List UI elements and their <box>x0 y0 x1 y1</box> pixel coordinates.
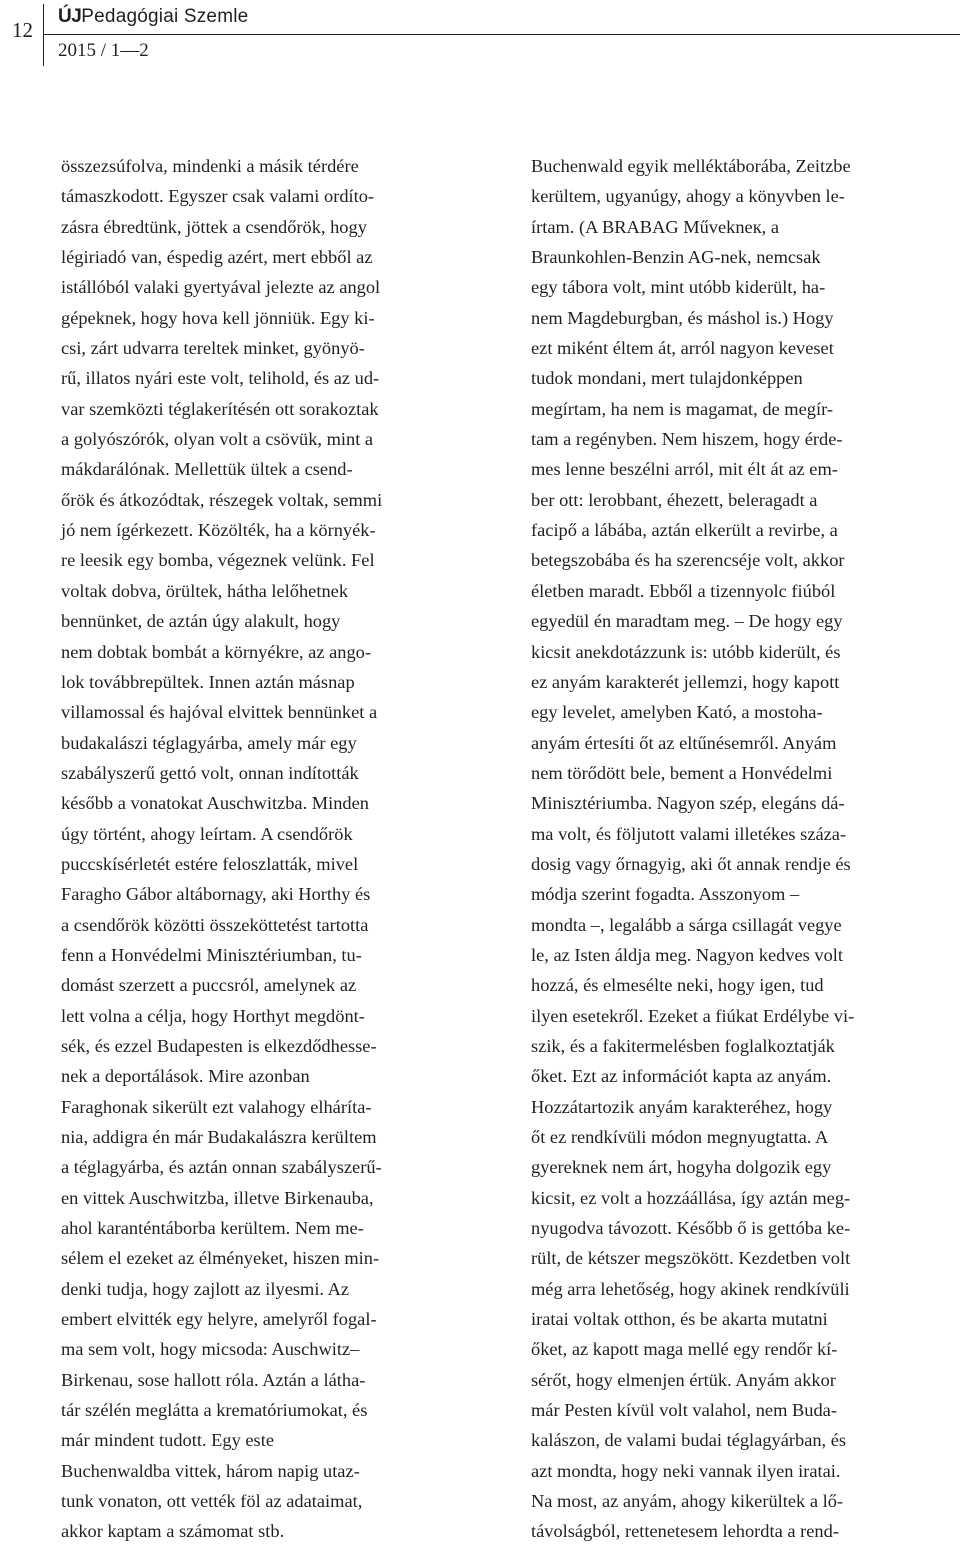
issue-number: 2015 / 1—2 <box>58 40 149 61</box>
page-number: 12 <box>12 18 33 42</box>
right-column-line: megírtam, ha nem is magamat, de megír- <box>531 398 833 419</box>
right-column-line: rült, de kétszer megszökött. Kezdetben volt <box>531 1248 851 1269</box>
left-column-line: légiriadó van, éspedig azért, mert ebből az <box>61 247 373 268</box>
left-column-line: zásra ébredtünk, jöttek a csendőrök, hogy <box>61 216 367 237</box>
left-column-line: bennünket, de aztán úgy alakult, hogy <box>61 611 341 632</box>
left-column-line: nem dobtak bombát a környékre, az ango- <box>61 641 371 662</box>
right-text-column <box>531 151 958 1547</box>
left-column-line: nek a deportálások. Mire azonban <box>61 1066 310 1087</box>
left-column-line: en vittek Auschwitzba, illetve Birkenauba, <box>61 1187 374 1208</box>
left-column-line: akkor kaptam a számomat stb. <box>61 1521 285 1542</box>
left-column-line: már mindent tudott. Egy este <box>61 1430 274 1451</box>
left-column-line: fenn a Honvédelmi Minisztériumban, tu- <box>61 944 362 965</box>
right-column-line: ez anyám karakterét jellemzi, hogy kapott <box>531 671 840 692</box>
right-column-line: egyedül én maradtam meg. – De hogy egy <box>531 611 843 632</box>
left-column-line: puccskísérletét estére feloszlatták, mivel <box>61 853 359 874</box>
right-column-line: őt ez rendkívüli módon megnyugtatta. A <box>531 1127 829 1147</box>
left-column-line: a csendőrök közötti összeköttetést tartotta <box>61 914 369 935</box>
left-column-line: re leesik egy bomba, végeznek velünk. Fel <box>61 550 375 571</box>
right-column-line: őket, az kapott maga mellé egy rendőr kí- <box>531 1339 838 1360</box>
left-column-line: embert elvitték egy helyre, amelyről fogal- <box>61 1309 377 1330</box>
right-column-line: anyám értesíti őt az eltűnésemről. Anyám <box>531 732 837 753</box>
right-column-line: kicsit anekdotázzunk is: utóbb kiderült, és <box>531 641 841 662</box>
right-column-line: már Pesten kívül volt valahol, nem Buda- <box>531 1400 837 1421</box>
page-header <box>0 0 960 70</box>
journal-name: Pedagógiai Szemle <box>81 6 249 27</box>
right-column-line: nem Magdeburgban, és máshol is.) Hogy <box>531 307 834 328</box>
left-column-line: jó nem ígérkezett. Közölték, ha a környék- <box>61 520 376 541</box>
right-column-line: Hozzátartozik anyám karakteréhez, hogy <box>531 1096 833 1117</box>
right-column-line: távolságból, rettenetesem lehordta a rend- <box>531 1521 839 1542</box>
right-column-line: sérőt, hogy elmenjen értük. Anyám akkor <box>531 1369 836 1390</box>
right-column-line: őket. Ezt az információt kapta az anyám. <box>531 1066 832 1087</box>
right-column-line: facipő a lábába, aztán elkerült a revirbe, a <box>531 520 838 541</box>
left-column-line: voltak dobva, örültek, hátha lelőhetnek <box>61 580 349 601</box>
right-column-line: iratai voltak otthon, és be akarta mutatni <box>531 1309 828 1330</box>
left-column-line: támaszkodott. Egyszer csak valami ordíto- <box>61 186 375 207</box>
left-column-line: összezsúfolva, mindenki a másik térdére <box>61 156 359 176</box>
right-column-line: tudok mondani, mert tulajdonképpen <box>531 368 803 389</box>
right-column-line: betegszobába és ha szerencséje volt, akkor <box>531 550 845 571</box>
right-column-line: Buchenwald egyik melléktáborába, Zeitzbe <box>531 156 851 176</box>
left-column-line: Faragho Gábor altábornagy, aki Horthy és <box>61 884 371 905</box>
right-column-line: hozzá, és elmesélte neki, hogy igen, tud <box>531 975 824 996</box>
left-column-line: szabályszerű gettó volt, onnan indították <box>61 762 359 783</box>
left-column-line: ahol karanténtáborba kerültem. Nem me- <box>61 1218 364 1239</box>
left-column-line: Buchenwaldba vittek, három napig utaz- <box>61 1460 360 1481</box>
right-column-line: mes lenne beszélni arról, mit élt át az em- <box>531 459 838 480</box>
left-column-line: tunk vonaton, ott vették föl az adataimat, <box>61 1491 363 1512</box>
right-column-line: egy levelet, amelyben Kató, a mostoha- <box>531 702 823 723</box>
right-column-line: kalászon, de valami budai téglagyárban, és <box>531 1430 847 1451</box>
journal-title <box>58 6 248 28</box>
left-column-line: tár szélén meglátta a krematóriumokat, és <box>61 1400 368 1421</box>
left-column-line: úgy történt, ahogy leírtam. A csendőrök <box>61 823 353 844</box>
header-horizontal-divider <box>43 34 960 35</box>
left-column-line: lett volna a célja, hogy Horthyt megdönt- <box>61 1005 365 1026</box>
right-column-line: még arra lehetőség, hogy akinek rendkívüli <box>531 1278 850 1299</box>
right-column-line: Minisztériumba. Nagyon szép, elegáns dá- <box>531 793 845 814</box>
left-column-line: mákdarálónak. Mellettük ültek a csend- <box>61 459 353 480</box>
left-column-line: sék, és ezzel Budapesten is elkezdődhesse- <box>61 1035 377 1056</box>
right-column-line: nyugodva távozott. Később ő is gettóba ke- <box>531 1218 851 1239</box>
right-column-line: Na most, az anyám, ahogy kikerültek a lő- <box>531 1491 844 1512</box>
left-column-line: a téglagyárba, és aztán onnan szabályszerű- <box>61 1157 382 1178</box>
right-column-line: dosig vagy őrnagyig, aki őt annak rendje és <box>531 853 851 874</box>
left-column-line: sélem el ezeket az élményeket, hiszen min- <box>61 1248 380 1269</box>
left-column-line: istállóból valaki gyertyával jelezte az angol <box>61 277 381 298</box>
left-column-line: domást szerzett a puccsról, amelynek az <box>61 975 357 996</box>
left-column-line: villamossal és hajóval elvittek bennünket a <box>61 702 378 723</box>
left-column-line: ma sem volt, hogy micsoda: Auschwitz– <box>61 1339 360 1360</box>
right-column-line: módja szerint fogadta. Asszonyom – <box>531 884 800 905</box>
left-column-line: nia, addigra én már Budakalászra kerültem <box>61 1127 377 1147</box>
left-text-column <box>61 151 491 1547</box>
left-column-line: var szemközti téglakerítésén ott sorakoztak <box>61 398 379 419</box>
journal-brand: ÚJ <box>58 6 82 27</box>
left-column-line: gépeknek, hogy hova kell jönniük. Egy ki- <box>61 307 375 328</box>
left-column-line: Faraghonak sikerült ezt valahogy elháríta- <box>61 1096 372 1117</box>
right-column-line: le, az Isten áldja meg. Nagyon kedves volt <box>531 944 844 965</box>
right-column-line: ber ott: lerobbant, éhezett, beleragadt a <box>531 489 818 510</box>
right-column-line: egy tábora volt, mint utóbb kiderült, ha- <box>531 277 826 298</box>
right-column-line: gyereknek nem árt, hogyha dolgozik egy <box>531 1157 832 1178</box>
right-column-line: Braunkohlen-Benzin AG-nek, nemcsak <box>531 247 821 268</box>
right-column-line: tam a regényben. Nem hiszem, hogy érde- <box>531 429 843 450</box>
left-column-line: rű, illatos nyári este volt, telihold, és az ud- <box>61 368 380 389</box>
right-column-line: ilyen esetekről. Ezeket a fiúkat Erdélybe vi- <box>531 1005 855 1026</box>
left-column-line: budakalászi téglagyárba, amely már egy <box>61 732 357 753</box>
left-column-line: később a vonatokat Auschwitzba. Minden <box>61 793 369 814</box>
right-column-line: nem törődött bele, bement a Honvédelmi <box>531 762 833 783</box>
right-column-line: ezt miként éltem át, arról nagyon keveset <box>531 338 834 359</box>
right-column-line: kicsit, ez volt a hozzáállása, így aztán meg- <box>531 1187 851 1208</box>
right-column-line: kerültem, ugyanúgy, ahogy a könyvben le- <box>531 186 845 207</box>
right-column-line: szik, és a fakitermelésben foglalkoztatják <box>531 1035 835 1056</box>
left-column-line: a golyószórók, olyan volt a csövük, mint a <box>61 429 374 450</box>
right-column-line: ma volt, és följutott valami illetékes száza- <box>531 823 847 844</box>
left-column-line: őrök és átkozódtak, részegek voltak, semmi <box>61 489 383 510</box>
left-column-line: csi, zárt udvarra tereltek minket, gyönyö- <box>61 338 365 359</box>
left-column-line: lok továbbrepültek. Innen aztán másnap <box>61 671 355 692</box>
right-column-line: mondta –, legalább a sárga csillagát vegye <box>531 914 842 935</box>
left-column-line: Birkenau, sose hallott róla. Aztán a látha- <box>61 1369 366 1390</box>
header-vertical-divider <box>43 4 44 66</box>
left-column-line: denki tudja, hogy zajlott az ilyesmi. Az <box>61 1278 350 1299</box>
right-column-line: írtam. (A BRABAG Művekneк, a <box>531 216 779 237</box>
right-column-line: életben maradt. Ebből a tizennyolc fiúból <box>531 580 836 601</box>
right-column-line: azt mondta, hogy neki vannak ilyen iratai. <box>531 1460 841 1481</box>
